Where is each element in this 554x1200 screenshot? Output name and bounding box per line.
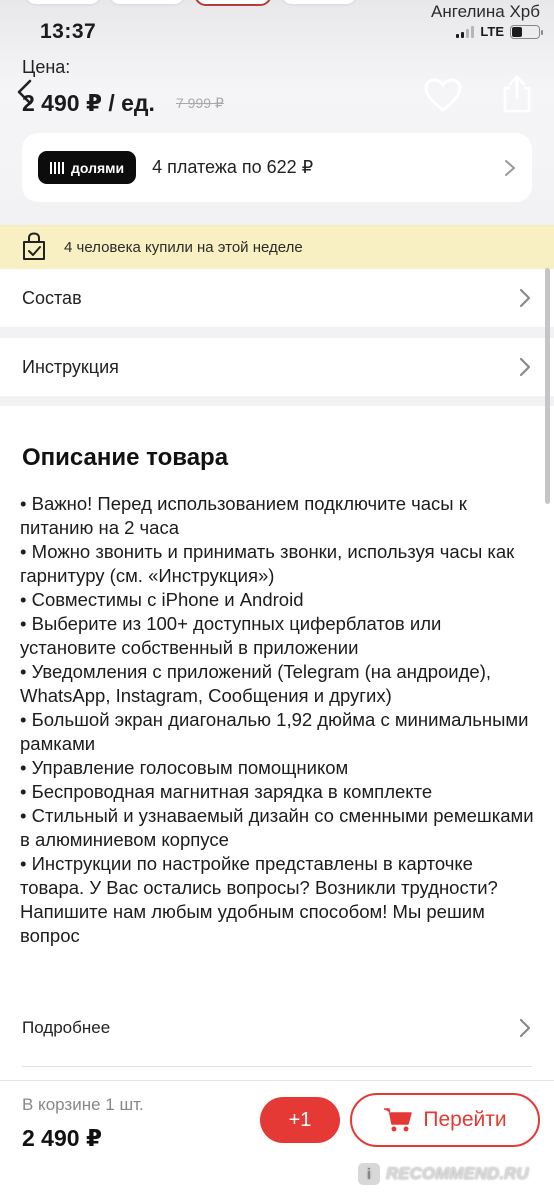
- browser-tab[interactable]: [108, 0, 186, 6]
- list-item: • Совместимы с iPhone и Android: [20, 588, 535, 612]
- list-item: • Управление голосовым помощником: [20, 756, 535, 780]
- watermark-logo-icon: i: [358, 1163, 380, 1185]
- share-icon[interactable]: [500, 74, 534, 114]
- section-label: Состав: [22, 287, 82, 308]
- dolyami-badge-label: долями: [71, 159, 125, 176]
- section-composition[interactable]: [0, 269, 554, 327]
- scrollbar[interactable]: [545, 268, 550, 504]
- section-instruction[interactable]: [0, 338, 554, 396]
- list-item: • Инструкции по настройке представлены в карточке товара. У Вас остались вопросы? Возникли трудности? Напишите нам любым удобным способом! Мы решим вопрос: [20, 852, 535, 948]
- network-type: LTE: [480, 24, 504, 39]
- go-to-cart-button[interactable]: [350, 1093, 540, 1147]
- add-one-button[interactable]: +1: [260, 1097, 340, 1143]
- cart-total: 2 490 ₽: [22, 1125, 102, 1151]
- cart-count-label: В корзине 1 шт.: [22, 1095, 144, 1114]
- dolyami-badge: [38, 151, 136, 184]
- watermark-text: RECOMMEND.RU: [386, 1164, 529, 1183]
- status-bar-right: [431, 2, 540, 39]
- shopping-bag-icon: [20, 232, 48, 262]
- chevron-right-icon: [518, 287, 532, 309]
- carrier-name: Ангелина Хрб: [431, 2, 540, 21]
- list-item: • Большой экран диагональю 1,92 дюйма с минимальными рамками: [20, 708, 535, 756]
- signal-icon: [456, 26, 474, 38]
- battery-icon: [510, 25, 540, 39]
- dolyami-logo-icon: [50, 162, 64, 174]
- section-label: Инструкция: [22, 356, 119, 377]
- purchases-banner: [0, 225, 554, 269]
- browser-tab[interactable]: [280, 0, 358, 6]
- chevron-right-icon: [504, 159, 516, 177]
- list-item: • Беспроводная магнитная зарядка в комплекте: [20, 780, 535, 804]
- description-list: [20, 492, 535, 948]
- chevron-right-icon: [518, 356, 532, 378]
- installments-text: 4 платежа по 622 ₽: [152, 157, 314, 177]
- cart-icon: [383, 1107, 413, 1133]
- status-time: 13:37: [40, 20, 97, 43]
- old-price: 7 999 ₽: [176, 95, 224, 111]
- list-item: • Важно! Перед использованием подключите часы к питанию на 2 часа: [20, 492, 535, 540]
- watermark: [358, 1158, 548, 1190]
- browser-tab[interactable]: [24, 0, 102, 6]
- divider: [22, 1066, 532, 1067]
- chevron-right-icon: [518, 1017, 532, 1039]
- price-value: 2 490 ₽ / ед.: [22, 90, 155, 116]
- description-title: Описание товара: [22, 444, 229, 471]
- favorite-heart-icon[interactable]: [424, 78, 462, 114]
- go-to-cart-label: Перейти: [423, 1108, 507, 1131]
- list-item: • Выберите из 100+ доступных циферблатов или установите собственный в приложении: [20, 612, 535, 660]
- list-item: • Уведомления с приложений (Telegram (на андроиде), WhatsApp, Instagram, Сообщения и других): [20, 660, 535, 708]
- list-item: • Можно звонить и принимать звонки, используя часы как гарнитуру (см. «Инструкция»): [20, 540, 535, 588]
- more-details-label: Подробнее: [22, 1018, 111, 1037]
- browser-tab-active[interactable]: [194, 0, 272, 6]
- installments-card[interactable]: [22, 133, 532, 202]
- product-header: [0, 0, 554, 225]
- price-label: Цена:: [22, 57, 71, 77]
- list-item: • Стильный и узнаваемый дизайн со сменными ремешками в алюминиевом корпусе: [20, 804, 535, 852]
- purchases-banner-text: 4 человека купили на этой неделе: [64, 238, 303, 256]
- description-section: [0, 406, 554, 1080]
- more-details-row[interactable]: [0, 1002, 554, 1054]
